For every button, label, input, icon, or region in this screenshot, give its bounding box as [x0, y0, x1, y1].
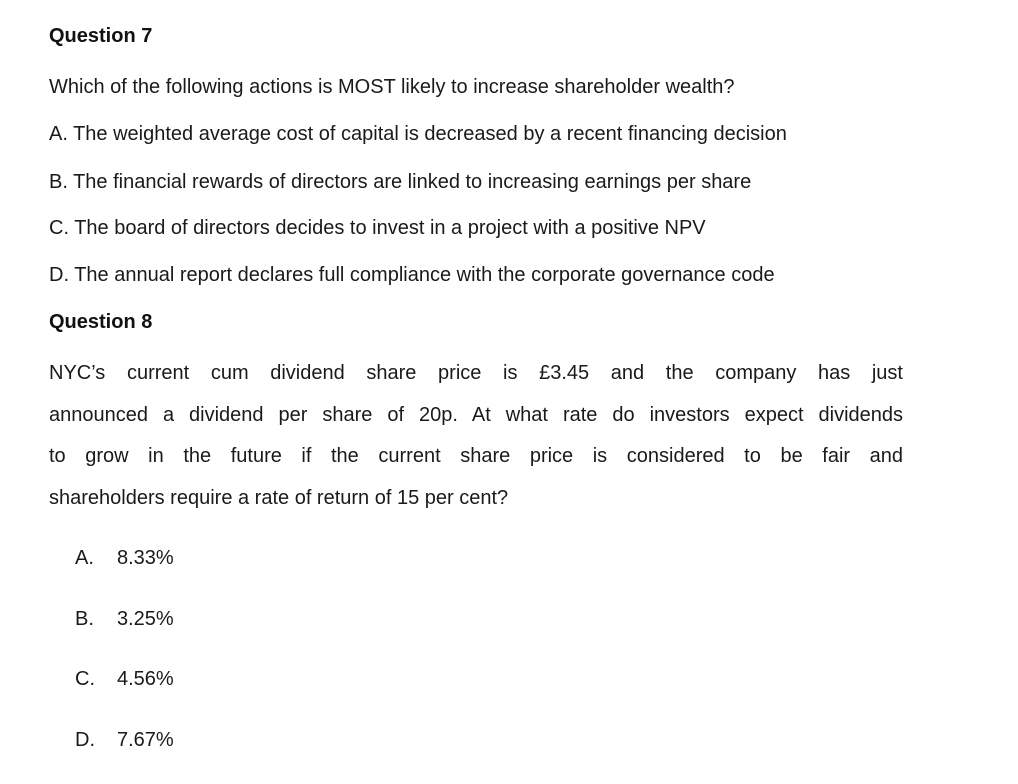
- question-7-option-b: B. The financial rewards of directors are linked to increasing earnings per share: [49, 171, 752, 193]
- question-7-option-c: C. The board of directors decides to invest in a project with a positive NPV: [49, 217, 706, 239]
- option-value: 8.33%: [117, 547, 174, 569]
- question-8-stem-line-3: to grow in the future if the current share price is considered to be fair and: [49, 445, 903, 467]
- question-8-option-a: [75, 545, 174, 571]
- question-7-stem: Which of the following actions is MOST likely to increase shareholder wealth?: [49, 76, 735, 98]
- question-8-stem-line-1: NYC’s current cum dividend share price is £3.45 and the company has just: [49, 362, 903, 384]
- option-letter: D.: [75, 729, 95, 751]
- option-value: 4.56%: [117, 668, 174, 690]
- question-8-option-d: [75, 727, 174, 753]
- question-8-option-b: [75, 606, 174, 632]
- option-letter: A.: [75, 547, 94, 569]
- question-8-heading: Question 8: [49, 311, 153, 333]
- option-letter: C.: [75, 668, 95, 690]
- question-7-option-a: A. The weighted average cost of capital is decreased by a recent financing decision: [49, 123, 787, 145]
- option-letter: B.: [75, 608, 94, 630]
- option-value: 3.25%: [117, 608, 174, 630]
- question-8-stem-line-2: announced a dividend per share of 20p. At what rate do investors expect dividends: [49, 404, 903, 426]
- question-8-stem-line-4: shareholders require a rate of return of 15 per cent?: [49, 487, 509, 509]
- question-8-option-c: [75, 666, 174, 692]
- question-7-option-d: D. The annual report declares full compliance with the corporate governance code: [49, 264, 775, 286]
- option-value: 7.67%: [117, 729, 174, 751]
- question-7-heading: Question 7: [49, 25, 153, 47]
